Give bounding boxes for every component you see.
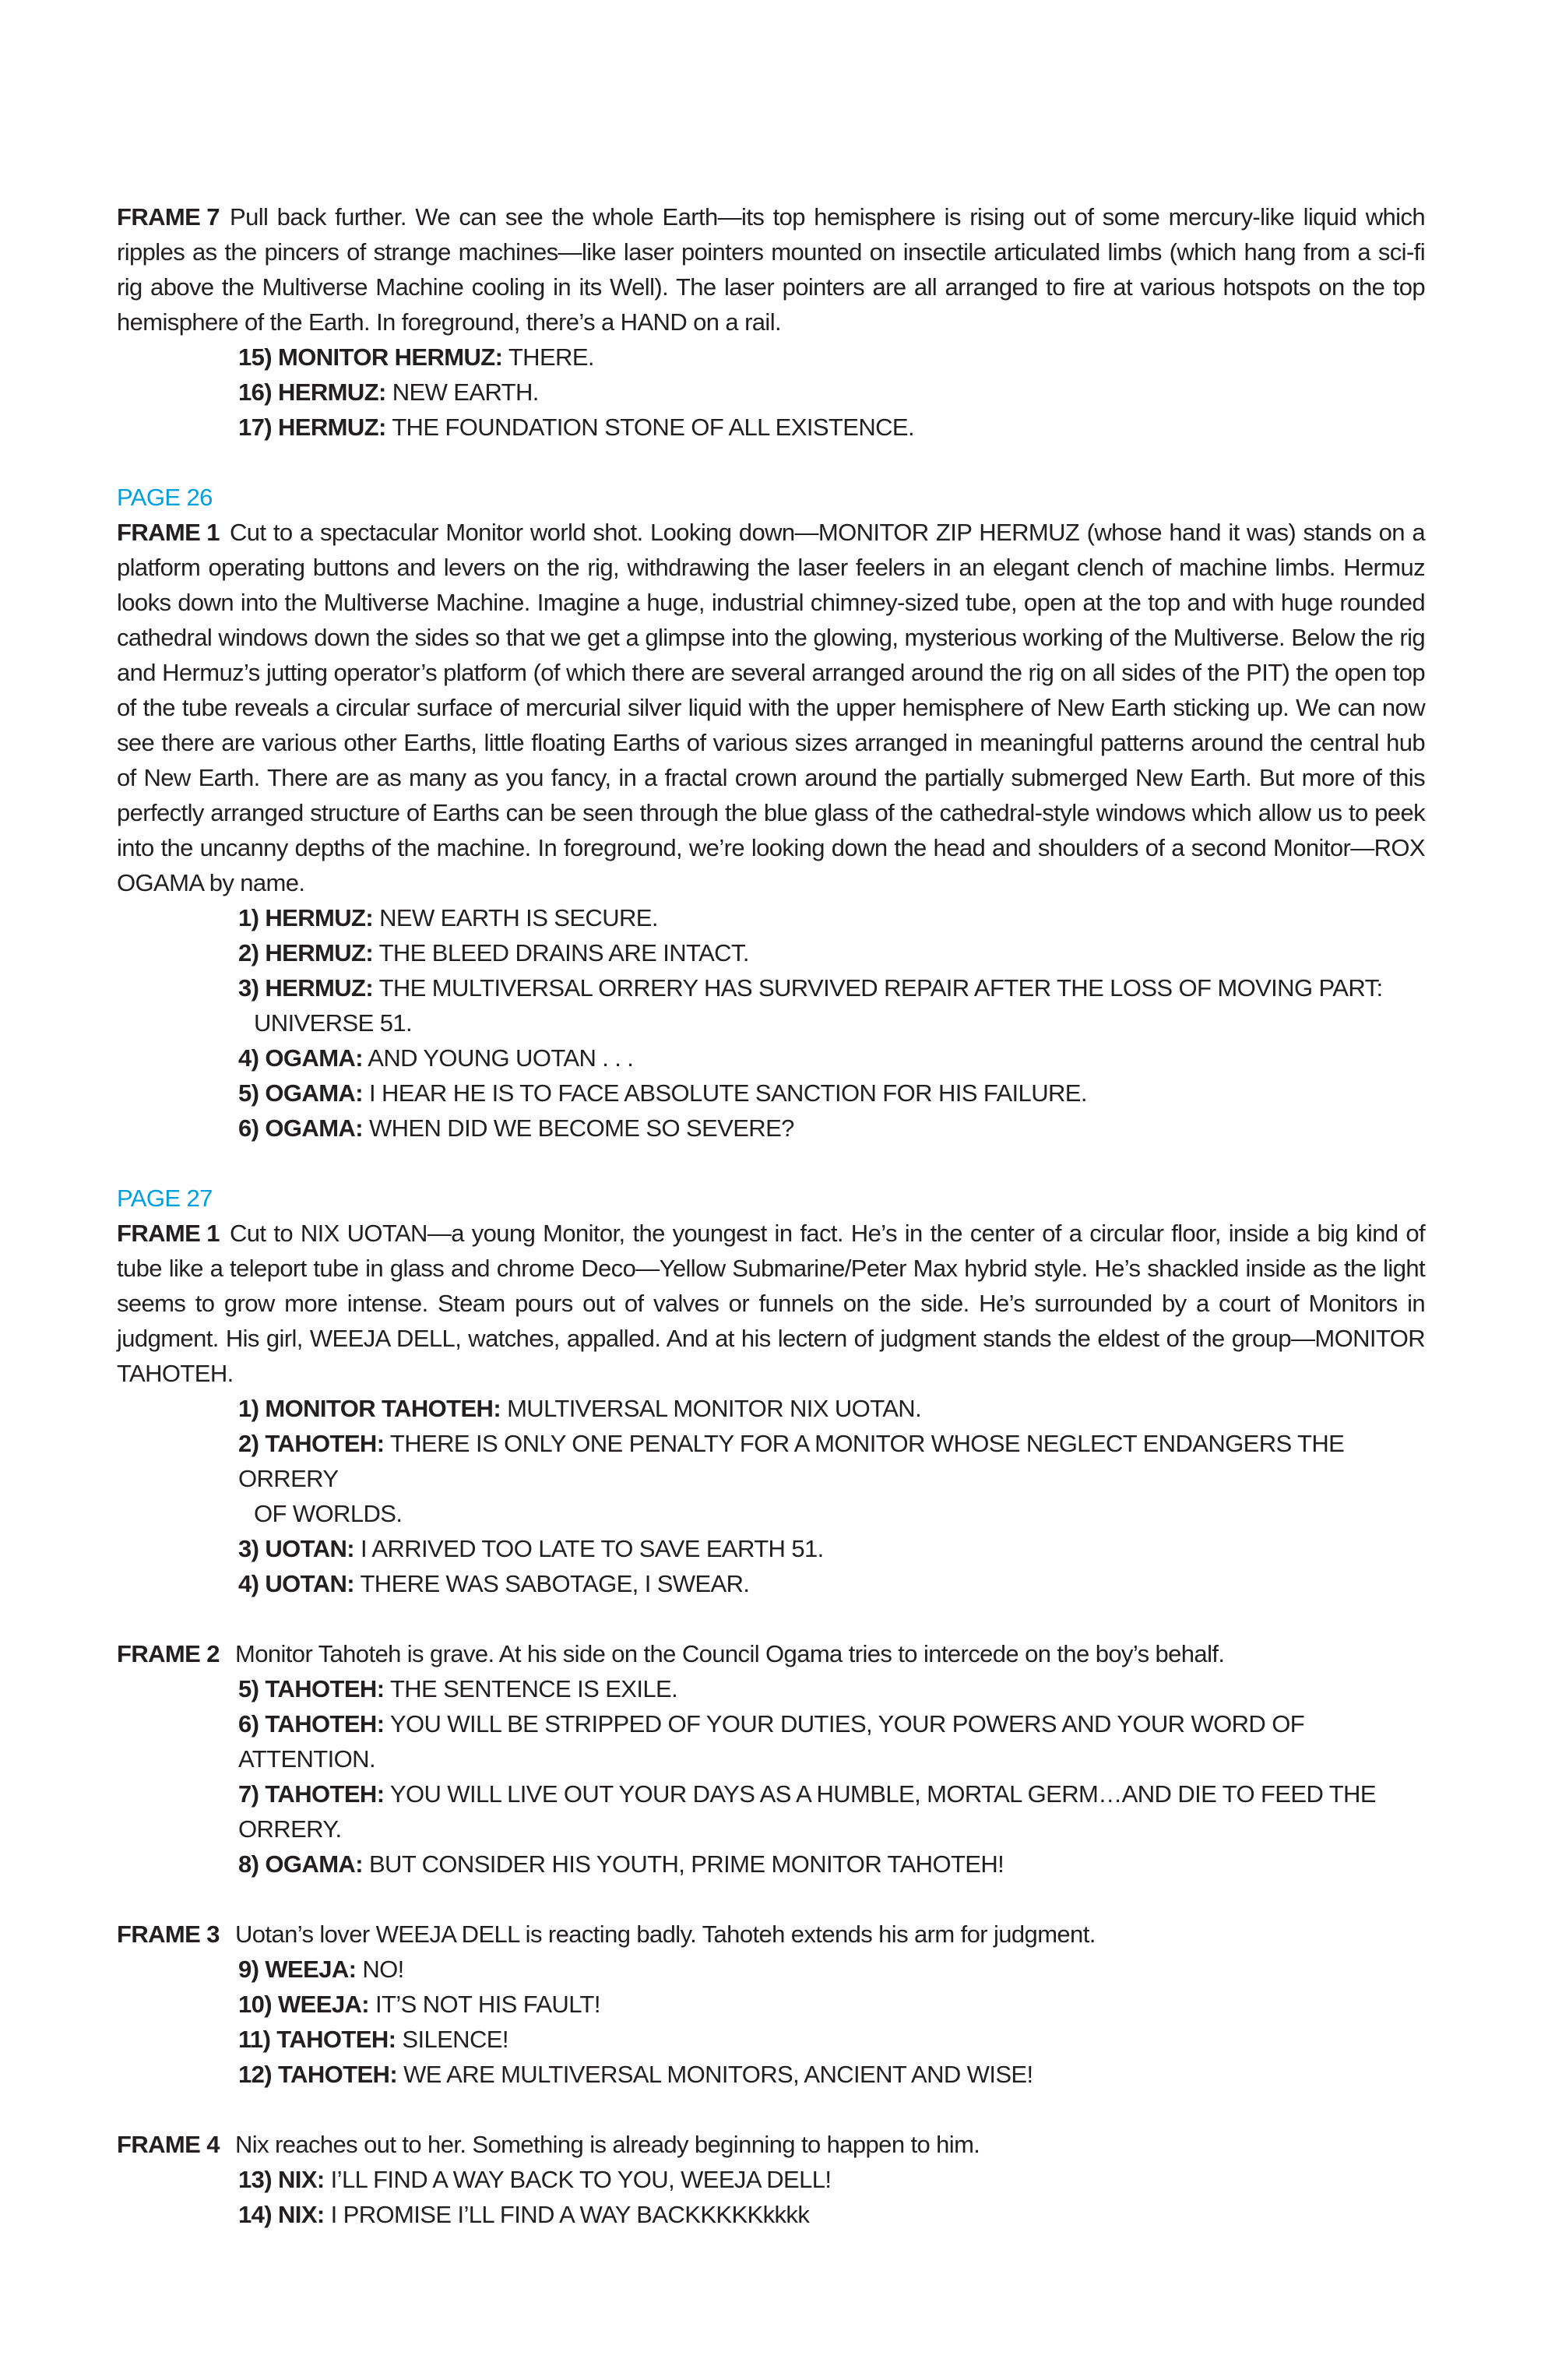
dialogue-line [117, 1111, 1425, 1146]
dialogue-text: YOU WILL BE STRIPPED OF YOUR DUTIES, YOUR POWERS AND YOUR WORD OF ATTENTION. [238, 1710, 1305, 1773]
dialogue-line [117, 1671, 1425, 1706]
dialogue-text: I PROMISE I’LL FIND A WAY BACKKKKKkkkk [330, 2201, 810, 2228]
frame-label: FRAME 1 [117, 1220, 220, 1247]
dialogue-line [117, 340, 1425, 375]
frame-label: FRAME 1 [117, 519, 220, 546]
dialogue-line [117, 1040, 1425, 1076]
dialogue-list [117, 900, 1425, 1146]
frame-text: Cut to NIX UOTAN—a young Monitor, the youngest in fact. He’s in the center of a circular floor, inside a big kind of tube like a teleport tube in glass and chrome Deco—Yellow Submarine/Peter Max hybrid style. He’s shackled inside as the light seems to grow more intense. Steam pours out of valves or funnels on the side. He’s surrounded by a court of Monitors in judgment. His girl, WEEJA DELL, watches, appalled. And at his lectern of judgment stands the eldest of the group—MONITOR TAHOTEH. [117, 1220, 1425, 1387]
dialogue-continuation: OF WORLDS. [254, 1500, 403, 1527]
frame-label: FRAME 2 [117, 1640, 220, 1667]
dialogue-line [117, 1391, 1425, 1426]
dialogue-text: WHEN DID WE BECOME SO SEVERE? [368, 1114, 794, 1142]
speaker-label: 7) TAHOTEH: [238, 1780, 385, 1808]
dialogue-text: NEW EARTH IS SECURE. [379, 904, 658, 931]
dialogue-text: THE FOUNDATION STONE OF ALL EXISTENCE. [392, 414, 914, 441]
dialogue-list [117, 1952, 1425, 2092]
frame-text: Monitor Tahoteh is grave. At his side on the Council Ogama tries to intercede on the boy’s behalf. [235, 1640, 1225, 1667]
dialogue-text: NO! [362, 1956, 404, 1983]
dialogue-text: THERE. [508, 343, 594, 371]
speaker-label: 6) OGAMA: [238, 1114, 363, 1142]
dialogue-list [117, 1671, 1425, 1882]
speaker-label: 3) HERMUZ: [238, 974, 374, 1002]
speaker-label: 1) HERMUZ: [238, 904, 374, 931]
dialogue-text: WE ARE MULTIVERSAL MONITORS, ANCIENT AND WISE! [403, 2061, 1033, 2088]
dialogue-text: BUT CONSIDER HIS YOUTH, PRIME MONITOR TAHOTEH! [368, 1850, 1004, 1878]
dialogue-line [117, 970, 1425, 1040]
speaker-label: 9) WEEJA: [238, 1956, 357, 1983]
dialogue-text: NEW EARTH. [392, 378, 539, 406]
dialogue-text: THE SENTENCE IS EXILE. [389, 1675, 678, 1702]
frame-text: Uotan’s lover WEEJA DELL is reacting badly. Tahoteh extends his arm for judgment. [235, 1921, 1096, 1948]
dialogue-line [117, 1706, 1425, 1776]
speaker-label: 11) TAHOTEH: [238, 2026, 396, 2053]
dialogue-text: YOU WILL LIVE OUT YOUR DAYS AS A HUMBLE, MORTAL GERM…AND DIE TO FEED THE ORRERY. [238, 1780, 1376, 1843]
frame-text: Cut to a spectacular Monitor world shot. Looking down—MONITOR ZIP HERMUZ (whose hand it was) stands on a platform operating buttons and levers on the rig, withdrawing the laser feelers in an elegant clench of machine limbs. Hermuz looks down into the Multiverse Machine. Imagine a huge, industrial chimney-sized tube, open at the top and with huge rounded cathedral windows down the sides so that we get a glimpse into the glowing, mysterious working of the Multiverse. Below the rig and Hermuz’s jutting operator’s platform (of which there are several arranged around the rig on all sides of the PIT) the open top of the tube reveals a circular surface of mercurial silver liquid with the upper hemisphere of New Earth sticking up. We can now see there are various other Earths, little floating Earths of various sizes arranged in meaningful patterns around the central hub of New Earth. There are as many as you fancy, in a fractal crown around the partially submerged New Earth. But more of this perfectly arranged structure of Earths can be seen through the blue glass of the cathedral-style windows which allow us to peek into the uncanny depths of the machine. In foreground, we’re looking down the head and shoulders of a second Monitor—ROX OGAMA by name. [117, 519, 1425, 896]
speaker-label: 10) WEEJA: [238, 1991, 369, 2018]
page-heading: PAGE 27 [117, 1185, 213, 1212]
dialogue-text: I HEAR HE IS TO FACE ABSOLUTE SANCTION FOR HIS FAILURE. [368, 1079, 1087, 1107]
speaker-label: 8) OGAMA: [238, 1850, 363, 1878]
dialogue-line [117, 1987, 1425, 2022]
speaker-label: 14) NIX: [238, 2201, 325, 2228]
speaker-label: 1) MONITOR TAHOTEH: [238, 1395, 501, 1422]
frame-text: Nix reaches out to her. Something is already beginning to happen to him. [235, 2131, 980, 2158]
dialogue-text: I’LL FIND A WAY BACK TO YOU, WEEJA DELL! [330, 2166, 832, 2193]
dialogue-text: I ARRIVED TOO LATE TO SAVE EARTH 51. [361, 1535, 824, 1562]
frame-label: FRAME 4 [117, 2131, 220, 2158]
dialogue-line [117, 2162, 1425, 2197]
dialogue-text: MULTIVERSAL MONITOR NIX UOTAN. [507, 1395, 922, 1422]
dialogue-line [117, 2022, 1425, 2057]
page-heading: PAGE 26 [117, 484, 213, 511]
script-page [117, 199, 1425, 2232]
speaker-label: 2) HERMUZ: [238, 939, 374, 966]
dialogue-continuation: UNIVERSE 51. [254, 1009, 412, 1037]
dialogue-list [117, 2162, 1425, 2232]
dialogue-list [117, 1391, 1425, 1601]
dialogue-line [117, 2197, 1425, 2232]
dialogue-text: AND YOUNG UOTAN . . . [368, 1044, 634, 1072]
dialogue-text: IT’S NOT HIS FAULT! [375, 1991, 600, 2018]
dialogue-line [117, 1776, 1425, 1847]
dialogue-text: THERE WAS SABOTAGE, I SWEAR. [360, 1570, 750, 1597]
frame-description [117, 1636, 1425, 1671]
dialogue-line [117, 900, 1425, 935]
dialogue-line [117, 1076, 1425, 1111]
dialogue-text: THERE IS ONLY ONE PENALTY FOR A MONITOR WHOSE NEGLECT ENDANGERS THE ORRERY [238, 1430, 1345, 1492]
dialogue-line [117, 1847, 1425, 1882]
speaker-label: 15) MONITOR HERMUZ: [238, 343, 503, 371]
frame-description [117, 199, 1425, 340]
frame-description [117, 1216, 1425, 1391]
speaker-label: 5) TAHOTEH: [238, 1675, 385, 1702]
speaker-label: 6) TAHOTEH: [238, 1710, 385, 1737]
speaker-label: 5) OGAMA: [238, 1079, 363, 1107]
spacer [117, 2092, 1425, 2127]
frame-label: FRAME 3 [117, 1921, 220, 1948]
frame-description [117, 515, 1425, 900]
speaker-label: 13) NIX: [238, 2166, 325, 2193]
speaker-label: 16) HERMUZ: [238, 378, 386, 406]
spacer [117, 1882, 1425, 1917]
dialogue-line [117, 1952, 1425, 1987]
dialogue-line [117, 410, 1425, 445]
dialogue-line [117, 1426, 1425, 1531]
dialogue-line [117, 2057, 1425, 2092]
spacer [117, 1601, 1425, 1636]
speaker-label: 12) TAHOTEH: [238, 2061, 398, 2088]
speaker-label: 17) HERMUZ: [238, 414, 386, 441]
speaker-label: 3) UOTAN: [238, 1535, 355, 1562]
frame-description [117, 1917, 1425, 1952]
frame-text: Pull back further. We can see the whole Earth—its top hemisphere is rising out of some mercury-like liquid which ripples as the pincers of strange machines—like laser pointers mounted on insectile articulated limbs (which hang from a sci-fi rig above the Multiverse Machine cooling in its Well). The laser pointers are all arranged to fire at various hotspots on the top hemisphere of the Earth. In foreground, there’s a HAND on a rail. [117, 203, 1425, 336]
dialogue-line [117, 1531, 1425, 1566]
speaker-label: 4) UOTAN: [238, 1570, 355, 1597]
frame-label: FRAME 7 [117, 203, 220, 231]
dialogue-line [117, 375, 1425, 410]
dialogue-list [117, 340, 1425, 445]
dialogue-text: THE BLEED DRAINS ARE INTACT. [378, 939, 749, 966]
speaker-label: 4) OGAMA: [238, 1044, 363, 1072]
frame-description [117, 2127, 1425, 2162]
speaker-label: 2) TAHOTEH: [238, 1430, 385, 1457]
dialogue-text: THE MULTIVERSAL ORRERY HAS SURVIVED REPAIR AFTER THE LOSS OF MOVING PART: [378, 974, 1383, 1002]
dialogue-line [117, 1566, 1425, 1601]
dialogue-text: SILENCE! [402, 2026, 508, 2053]
dialogue-line [117, 935, 1425, 970]
